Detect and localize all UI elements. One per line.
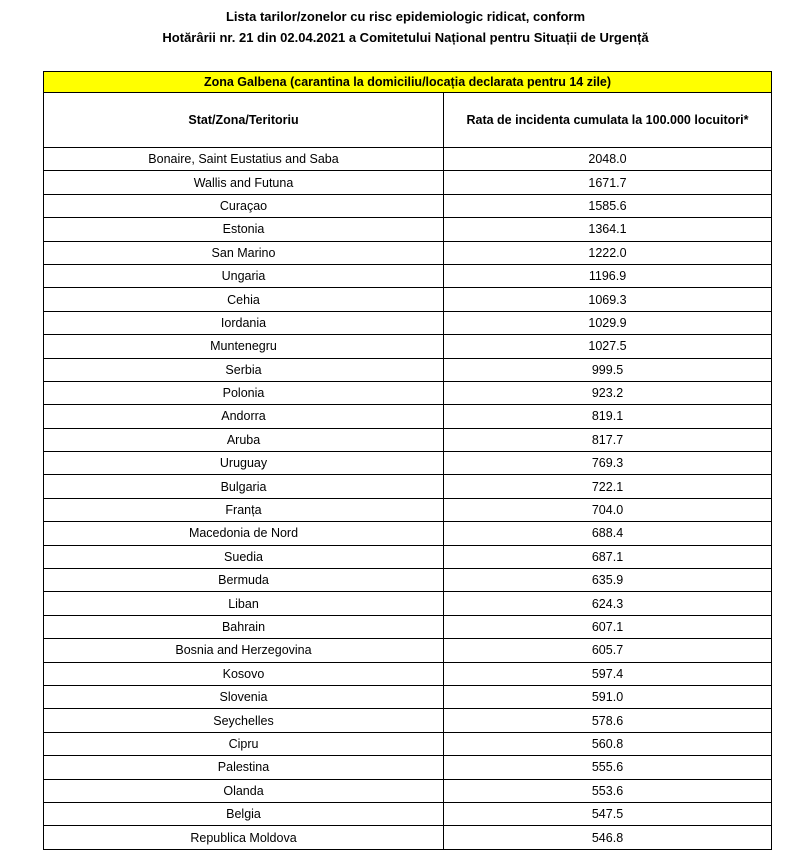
table-row [44, 685, 772, 708]
country-cell: Liban [44, 592, 444, 615]
country-cell: Republica Moldova [44, 826, 444, 849]
country-cell: Uruguay [44, 452, 444, 475]
country-cell: Bahrain [44, 615, 444, 638]
rate-cell: 704.0 [444, 498, 772, 521]
country-cell: Bulgaria [44, 475, 444, 498]
country-cell: Curaçao [44, 194, 444, 217]
rate-cell: 817.7 [444, 428, 772, 451]
table-row [44, 569, 772, 592]
country-cell: Wallis and Futuna [44, 171, 444, 194]
table-row [44, 756, 772, 779]
rate-cell: 591.0 [444, 685, 772, 708]
country-cell: Macedonia de Nord [44, 522, 444, 545]
country-cell: Bonaire, Saint Eustatius and Saba [44, 148, 444, 171]
rate-cell: 1069.3 [444, 288, 772, 311]
country-cell: Belgia [44, 802, 444, 825]
table-row [44, 475, 772, 498]
rate-cell: 999.5 [444, 358, 772, 381]
rate-cell: 624.3 [444, 592, 772, 615]
column-header-rate: Rata de incidenta cumulata la 100.000 locuitori* [444, 93, 772, 148]
table-row [44, 498, 772, 521]
rate-cell: 1222.0 [444, 241, 772, 264]
country-cell: Palestina [44, 756, 444, 779]
rate-cell: 546.8 [444, 826, 772, 849]
table-row [44, 452, 772, 475]
table-row [44, 358, 772, 381]
table-row [44, 405, 772, 428]
table-row [44, 802, 772, 825]
rate-cell: 1671.7 [444, 171, 772, 194]
rate-cell: 597.4 [444, 662, 772, 685]
table-row [44, 264, 772, 287]
rate-cell: 547.5 [444, 802, 772, 825]
country-cell: Serbia [44, 358, 444, 381]
rate-cell: 1364.1 [444, 218, 772, 241]
table-row [44, 732, 772, 755]
zone-header-row [44, 72, 772, 93]
table-row [44, 311, 772, 334]
country-cell: Kosovo [44, 662, 444, 685]
table-row [44, 522, 772, 545]
table-row [44, 826, 772, 849]
country-cell: Polonia [44, 381, 444, 404]
table-row [44, 662, 772, 685]
table-row [44, 639, 772, 662]
country-cell: Olanda [44, 779, 444, 802]
table-row [44, 335, 772, 358]
table-row [44, 615, 772, 638]
table-row [44, 381, 772, 404]
rate-cell: 923.2 [444, 381, 772, 404]
rate-cell: 1027.5 [444, 335, 772, 358]
country-cell: Muntenegru [44, 335, 444, 358]
rate-cell: 688.4 [444, 522, 772, 545]
table-body [44, 148, 772, 850]
rate-cell: 722.1 [444, 475, 772, 498]
rate-cell: 578.6 [444, 709, 772, 732]
table-row [44, 241, 772, 264]
country-cell: Suedia [44, 545, 444, 568]
country-cell: Slovenia [44, 685, 444, 708]
rate-cell: 769.3 [444, 452, 772, 475]
country-cell: San Marino [44, 241, 444, 264]
rate-cell: 1029.9 [444, 311, 772, 334]
country-cell: Bosnia and Herzegovina [44, 639, 444, 662]
table-row [44, 148, 772, 171]
country-cell: Cehia [44, 288, 444, 311]
risk-zones-table [43, 71, 772, 850]
table-row [44, 592, 772, 615]
rate-cell: 819.1 [444, 405, 772, 428]
table-row [44, 428, 772, 451]
table-row [44, 709, 772, 732]
country-cell: Seychelles [44, 709, 444, 732]
country-cell: Bermuda [44, 569, 444, 592]
document-title-line-1: Lista tarilor/zonelor cu risc epidemiologic ridicat, conform [225, 9, 586, 24]
rate-cell: 1196.9 [444, 264, 772, 287]
rate-cell: 560.8 [444, 732, 772, 755]
country-cell: Andorra [44, 405, 444, 428]
document-title-line-2: Hotărârii nr. 21 din 02.04.2021 a Comitetului Național pentru Situații de Urgență [162, 30, 649, 45]
table-row [44, 218, 772, 241]
rate-cell: 2048.0 [444, 148, 772, 171]
table-row [44, 194, 772, 217]
country-cell: Aruba [44, 428, 444, 451]
rate-cell: 1585.6 [444, 194, 772, 217]
rate-cell: 687.1 [444, 545, 772, 568]
rate-cell: 607.1 [444, 615, 772, 638]
column-header-row [44, 93, 772, 148]
table-row [44, 288, 772, 311]
zone-label: Zona Galbena (carantina la domiciliu/locația declarata pentru 14 zile) [44, 72, 772, 93]
rate-cell: 553.6 [444, 779, 772, 802]
country-cell: Estonia [44, 218, 444, 241]
column-header-country: Stat/Zona/Teritoriu [44, 93, 444, 148]
rate-cell: 635.9 [444, 569, 772, 592]
rate-cell: 555.6 [444, 756, 772, 779]
country-cell: Ungaria [44, 264, 444, 287]
table-row [44, 171, 772, 194]
rate-cell: 605.7 [444, 639, 772, 662]
table-row [44, 545, 772, 568]
country-cell: Franța [44, 498, 444, 521]
country-cell: Cipru [44, 732, 444, 755]
table-row [44, 779, 772, 802]
country-cell: Iordania [44, 311, 444, 334]
